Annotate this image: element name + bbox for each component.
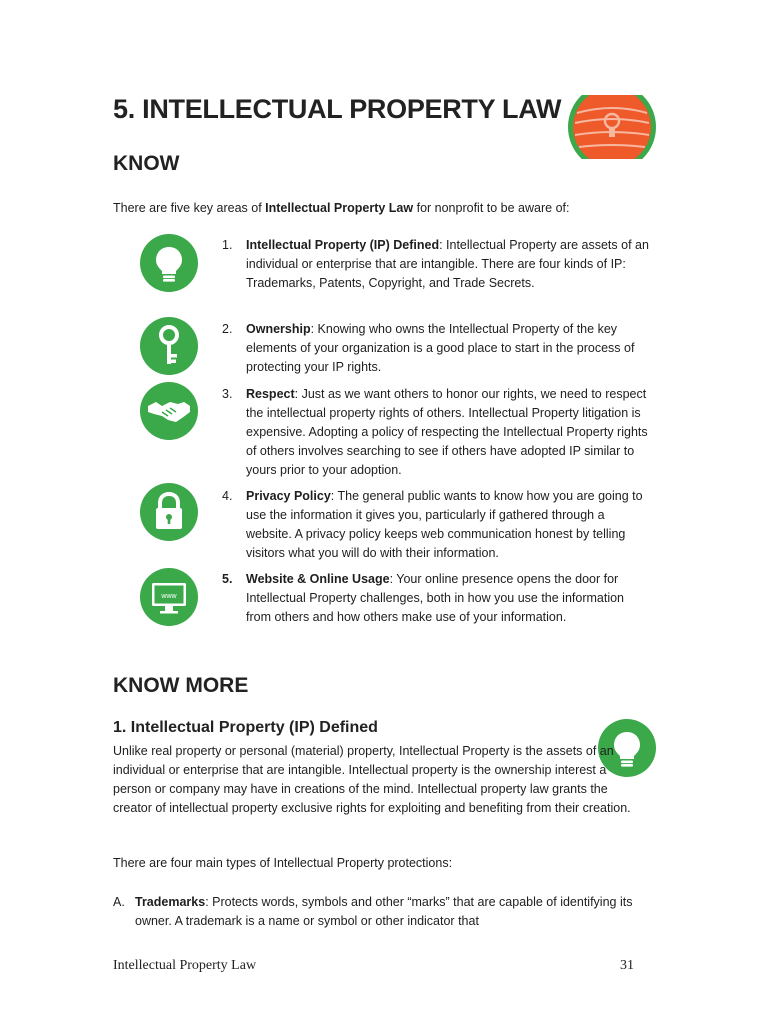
list-item: A. Trademarks: Protects words, symbols and other “marks” that are capable of identifying its owner. A trademark is a name or symbol or other indicator that <box>113 895 633 928</box>
www-label: www <box>161 593 177 600</box>
page-title: 5. INTELLECTUAL PROPERTY LAW <box>113 94 562 124</box>
intro-text: There are five key areas of Intellectual Property Law for nonprofit to be aware of: <box>113 201 570 215</box>
section-heading-know-more: KNOW MORE <box>113 674 249 697</box>
list-item: 4. Privacy Policy: The general public wants to know how you are going to use the information it gives you, particularly if gathered through a website. A privacy policy keeps web communication honest by telling visitors what you will do with their information. <box>222 489 643 560</box>
list-item: 3. Respect: Just as we want others to honor our rights, we need to respect the intellectual property rights of others. Intellectual Property litigation is expensive. Adopting a policy of respecting the Intellectual Property rights of others involves searching to see if others have adopted IP similar to yours prior to your adoption. <box>222 387 648 477</box>
section-heading-know: KNOW <box>113 152 180 175</box>
sub-heading: 1. Intellectual Property (IP) Defined <box>113 719 378 736</box>
lightbulb-icon <box>140 234 198 292</box>
list-item: 2. Ownership: Knowing who owns the Intellectual Property of the key elements of your organization is a good place to start in the process of protecting your IP rights. <box>222 322 635 374</box>
padlock-icon <box>140 483 198 541</box>
paragraph: There are four main types of Intellectual Property protections: <box>113 856 453 870</box>
page-number: 31 <box>620 958 634 973</box>
handshake-icon <box>140 382 198 440</box>
key-icon <box>140 317 198 375</box>
list-item: 5. Website & Online Usage: Your online presence opens the door for Intellectual Property challenges, both in how you use the information from others and how others make use of your information. <box>222 572 625 624</box>
paragraph: Unlike real property or personal (material) property, Intellectual Property is the assets of an individual or enterprise that are intangible. Intellectual property is the ownership interest a person or company may have in creations of the mind. Intellectual property law grants the creator of intellectual property exclusive rights for exploiting and benefiting from their creation. <box>113 744 631 815</box>
list-item: 1. Intellectual Property (IP) Defined: Intellectual Property are assets of an individual or enterprise that are intangible. There are four kinds of IP: Trademarks, Patents, Copyright, and Trade Secrets. <box>222 238 649 290</box>
footer-title: Intellectual Property Law <box>113 958 257 973</box>
orange-badge-icon <box>567 95 657 159</box>
www-monitor-icon <box>140 568 198 626</box>
